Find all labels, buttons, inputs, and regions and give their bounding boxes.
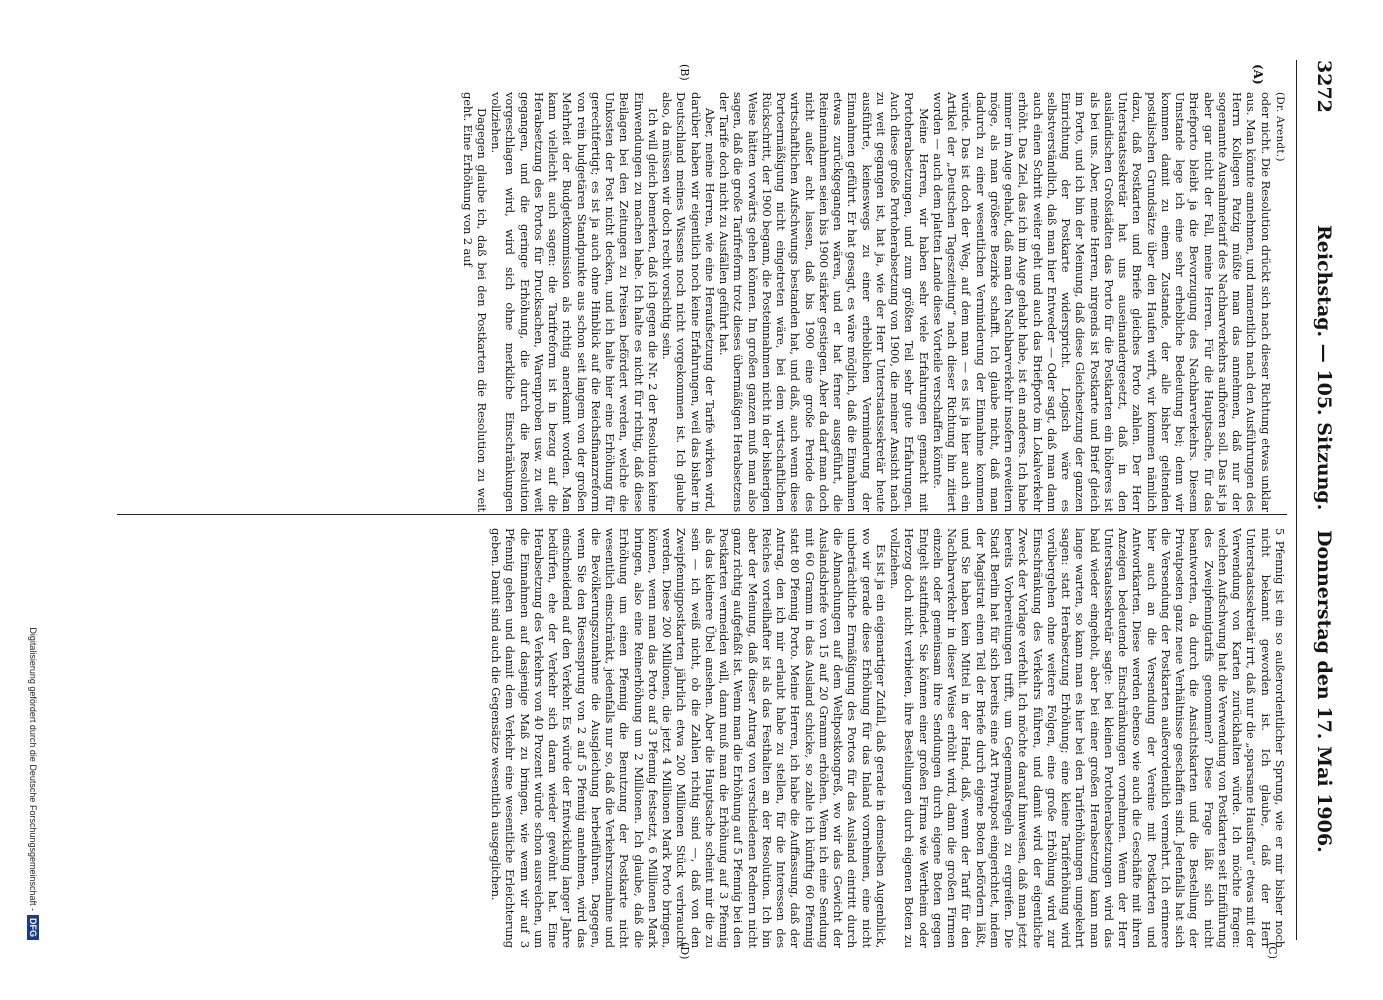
digitization-credit [27,627,39,940]
credit-text: Digitalisierung gefördert durch die Deutsche Forschungsgemeinschaft - [28,627,38,911]
margin-marker-c: (C) [1266,942,1279,959]
paragraph: Aber, meine Herren, wie eine Heraufsetzung der Tarife wirken wird, darüber haben wir eigentlich noch keine Erfahrungen, weil das bisher in Deutschland meines Wissens noch nicht vorgekommen ist. Ich glaube also, da müssen wir doch recht vorsichtig sein. [660,92,717,512]
page-number: 3272 [1313,60,1335,113]
header-rule [1296,60,1297,940]
paragraph: Dagegen glaube ich, daß bei den Postkarten die Resolution zu weit geht. Eine Erhöhung von 2 auf [460,92,489,512]
paragraph: Es ist ja ein eigenartiger Zufall, daß gerade in demselben Augenblick, wo wir gerade diese Erhöhung für das Inland vornehmen, eine nicht unbeträchtliche Ermäßigung des Portos für das Ausland eintritt durch die Abmachungen auf dem Weltpostkongreß, wo wir das Gewicht der Auslandsbriefe von 15 auf 20 Gramm erhöhen. Wenn ich eine Sendung mit 60 Gramm in das Ausland schicke, so zahle ich künftig 60 Pfennig statt 80 Pfennig Porto. Meine Herren, ich habe die Auffassung, daß der Antrag, den ich mir erlaubt habe zu stellen, für die Interessen des Reiches vorteilhafter ist als das Festhalten an der Resolution. Ich bin aber der Meinung, daß dieser Antrag von verschiedenen Rednern nicht ganz richtig aufgefaßt ist. Wenn man die Erhöhung auf 5 Pfennig bei den Postkarten vermeiden will, dann muß man die Erhöhung auf 3 Pfennig als das kleinere Übel ansehen. Aber die Hauptsache scheint mir die zu sein — ich weiß nicht, ob die Zahlen richtig sind —, daß von den Zweipfennigpostkarten jährlich etwa 200 Millionen Stück verbraucht werden. Diese 200 Millionen, die jetzt 4 Millionen Mark Porto bringen, können, wenn man das Porto auf 3 Pfennig festsetzt, 6 Millionen Mark bringen, also eine Reinerhöhung um 2 Millionen. Ich glaube, daß die Erhöhung um einen Pfennig die Benutzung der Postkarte nicht wesentlich einschränkt, jedenfalls nur so, daß die Verkehrszunahme und die Bevölkerungszunahme die Ausgleichung herbeiführen. Dagegen, wenn Sie den Riesensprung von 2 auf 5 Pfennig annehmen, wird das einschneidend auf den Verkehr. Es würde der Entwicklung langer Jahre bedürfen, ehe der Verkehr sich daran wieder gewöhnt hat. Eine Herabsetzung des Verkehrs von 40 Prozent würde schon ausreichen, um die Einnahmen auf dasjenige Maß zu bringen, wie wenn wir auf 3 Pfennig gehen und damit dem Verkehr eine wesentliche Erleichterung geben. Damit sind auch die Gegensätze wesentlich ausgeglichen. [489,528,888,948]
margin-marker-a: (A) [1251,64,1265,85]
speaker-label: (Dr. Arendt.) [1274,92,1286,162]
column-divider [117,514,1287,515]
margin-marker-d: (D) [678,942,691,960]
paragraph: oder nicht. Die Resolution drückt sich nach dieser Richtung etwas unklar aus. Man könnte annehmen, und namentlich nach den Ausführungen des Herrn Kollegen Patzig müßte man das annehmen, daß nur der sogenannte Ausnahmetarif des Nachbarverkehrs aufhören soll. Das ist ja aber gar nicht der Fall, meine Herren. Für die Hauptsache, für das Briefporto bleibt ja die Bevorzugung des Nachbarverkehrs. Diesem Umstande lege ich eine sehr erhebliche Bedeutung bei; denn wir kommen damit zu einem Zustande, der alle bisher geltenden postalischen Grundsätze über den Haufen wirft, wir kommen nämlich dazu, daß Postkarten und Briefe gleiches Porto zahlen. Der Herr Unterstaatssekretär hat uns auseinandergesetzt, daß in den ausländischen Großstädten das Porto für die Postkarten ein höheres ist als bei uns. Aber, meine Herren, nirgends ist Postkarte und Brief gleich im Porto, und ich bin der Meinung, daß diese Gleichsetzung der ganzen Einrichtung der Postkarte widerspricht. Logisch wäre es selbstverständlich, daß man hier Entweder — Oder sagt, daß man dann auch einen Schritt weiter geht und auch das Briefporto im Lokalverkehr erhöht. Das Ziel, das ich im Auge gehabt habe, ist ein anderes. Ich habe immer im Auge gehabt, daß man den Nachbarverkehr insofern erweitern möge, als man größere Bezirke schafft. Ich glaube nicht, daß man dadurch zu einer wesentlichen Verminderung der Einnahme kommen würde. Das ist doch der Weg, auf dem man — es ist ja hier auch ein Artikel der „Deutschen Tageszeitung“ nach dieser Richtung hin zitiert worden — auch dem platten Lande diese Vorteile verschaffen könnte. [931,92,1273,512]
document-page [11,20,1371,980]
session-date: Donnerstag den 17. Mai 1906. [1313,530,1335,853]
right-column [107,528,1287,948]
paragraph: Ich will gleich bemerken, daß ich gegen die Nr. 2 der Resolution keine Einwendungen zu machen habe. Ich halte es nicht für richtig, daß diese Beilagen bei den Zeitungen zu Preisen befördert werden, welche die Unkosten der Post nicht decken, und ich halte hier eine Erhöhung für gerechtfertigt; es ist ja auch ohne Hinblick auf die Reichsfinanzreform von rein budgetären Standpunkte aus schon seit langem von der großen Mehrheit der Budgetkommission als richtig anerkannt worden. Man kann vielleicht auch sagen: die Tarifreform ist in bezug auf die Herabsetzung des Portos für Drucksachen, Warenproben usw. zu weit gegangen, und die geringe Erhöhung, die durch die Resolution vorgeschlagen wird, wird sich ohne merkliche Einschränkungen vollziehen. [489,92,660,512]
session-title: Reichstag. — 105. Sitzung. [1313,225,1335,511]
dfg-logo: DFG [27,915,39,940]
margin-marker-b: (B) [678,64,691,81]
paragraph: Meine Herren, wir haben sehr viele Erfahrungen gemacht mit Portoherabsetzungen, und zum größten Teil sehr gute Erfahrungen. Auch diese große Portoherabsetzung von 1900, die meiner Ansicht nach zu weit gegangen ist, hat ja, wie der Herr Unterstaatssekretär heute ausführte, keineswegs zu einer erheblichen Verminderung der Einnahmen geführt. Er hat gesagt, es wäre möglich, daß die Einnahmen etwas zurückgegangen wären, und er hat ferner ausgeführt, die Reineinnahmen seien bis 1900 stärker gestiegen. Aber da darf man doch nicht außer acht lassen, daß bis 1900 eine große Periode des wirtschaftlichen Aufschwungs bestanden hat, und daß, auch wenn diese Portoermäßigung nicht eingetreten wäre, bei dem wirtschaftlichen Rückschritt, der 1900 begann, die Posteinnahmen nicht in der bisherigen Weise hätten vorwärts gehen können. Im großen ganzen muß man also sagen, daß die große Tarifreform trotz dieses übermäßigen Herabsetzens der Tarife doch nicht zu Ausfällen geführt hat. [717,92,931,512]
paragraph: 5 Pfennig ist ein so außerordentlicher Sprung, wie er mir bisher noch nicht bekannt geworden ist. Ich glaube, daß der Herr Unterstaatssekretär irrt, daß nur die „sparsame Hausfrau“ etwas mit der Verwendung von Karten zurückhalten würde. Ich möchte fragen: welchen Aufschwung hat die Verwendung von Postkarten seit Einführung des Zweipfennigtarifs genommen? Diese Frage läßt sich nicht beantworten, da durch die Ansichtskarten und die Bestellung der Privatposten ganz neue Verhältnisse geschaffen sind. Jedenfalls hat sich die Versendung der Postkarten außerordentlich vermehrt. Ich erinnere hier auch an die Versendung der Vereine mit Postkarten und Antwortkarten. Diese werden ebenso wie auch die Geschäfte mit ihren Anzeigen bedeutende Einschränkungen vornehmen. Wenn der Herr Unterstaatssekretär sagte: bei kleinen Portoherabsetzungen wird das bald wieder eingeholt, aber bei einer großen Herabsetzung kann man lange warten, so kann man es hier bei den Tariferhöhungen umgekehrt sagen: statt Herabsetzung Erhöhung; eine kleine Tariferhöhung wird vorübergehen ohne weitere Folgen, eine große Erhöhung wird zur Einschränkung des Verkehrs führen, und damit wird der eigentliche Zweck der Vorlage verfehlt. Ich möchte darauf hinweisen, daß man jetzt bereits Vorbereitungen trifft, um Gegenmaßregeln zu ergreifen. Die Stadt Berlin hat für sich bereits eine Art Privatpost eingerichtet, indem der Magistrat einen Teil der Briefe durch eigene Boten befördern läßt, und Sie haben kein Mittel in der Hand, daß, wenn der Tarif für den Nachbarverkehr in dieser Weise erhöht wird, dann die großen Firmen einzeln oder gemeinsam ihre Sendungen durch eigene Boten gegen Entgelt stattfindet. Sie können einer großen Firma wie Wertheim oder Herzog doch nicht verbieten, ihre Bestellungen durch eigenen Boten zu vollziehen. [888,528,1287,948]
left-column [107,92,1287,512]
